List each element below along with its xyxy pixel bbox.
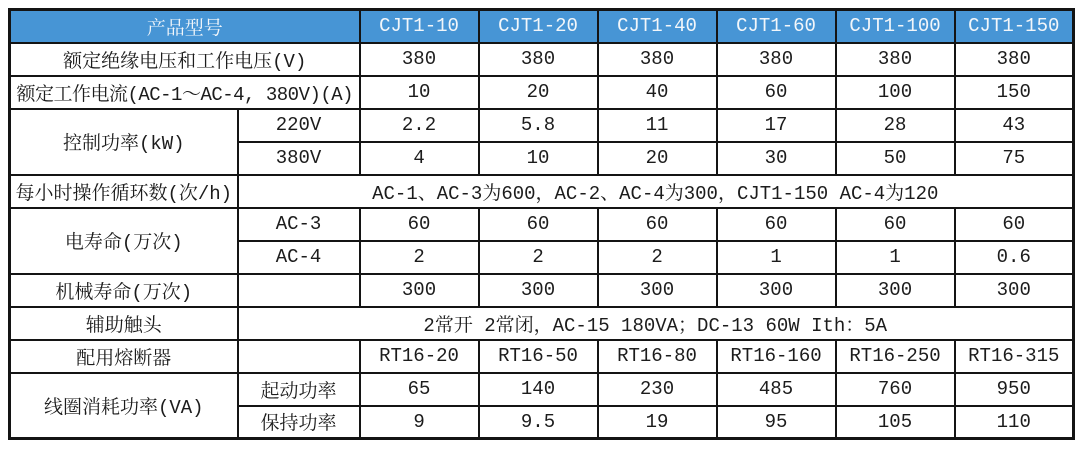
value-cell: 380 (717, 43, 836, 76)
value-cell: 2 (598, 241, 717, 274)
sub-label-cell: AC-3 (238, 208, 360, 241)
value-cell: 9 (360, 406, 479, 439)
value-cell: RT16-20 (360, 340, 479, 373)
spec-table (8, 8, 1075, 440)
sub-label-cell: 起动功率 (238, 373, 360, 406)
row-electrical-life-ac3 (10, 208, 1074, 241)
value-cell: 5.8 (479, 109, 598, 142)
model-header-cjt1-60: CJT1-60 (717, 10, 836, 43)
value-cell: 2.2 (360, 109, 479, 142)
row-auxiliary-contacts (10, 307, 1074, 340)
empty-cell (238, 340, 360, 373)
row-label-cell: 额定绝缘电压和工作电压(V) (10, 43, 360, 76)
value-cell: 380 (479, 43, 598, 76)
row-label-cell: 配用熔断器 (10, 340, 238, 373)
value-cell: 10 (360, 76, 479, 109)
value-cell: 760 (836, 373, 955, 406)
row-label-cell: 额定工作电流(AC-1～AC-4, 380V)(A) (10, 76, 360, 109)
model-header-cjt1-20: CJT1-20 (479, 10, 598, 43)
merged-value-cell: AC-1、AC-3为600，AC-2、AC-4为300，CJT1-150 AC-4为120 (238, 175, 1074, 208)
value-cell: 950 (955, 373, 1074, 406)
row-label-cell: 线圈消耗功率(VA) (10, 373, 238, 439)
sub-label-cell: 220V (238, 109, 360, 142)
row-matching-fuse (10, 340, 1074, 373)
header-row (10, 10, 1074, 43)
value-cell: 9.5 (479, 406, 598, 439)
sub-label-cell: AC-4 (238, 241, 360, 274)
value-cell: 380 (955, 43, 1074, 76)
model-header-cjt1-150: CJT1-150 (955, 10, 1074, 43)
model-header-cjt1-10: CJT1-10 (360, 10, 479, 43)
row-control-power-220v (10, 109, 1074, 142)
value-cell: 30 (717, 142, 836, 175)
row-rated-current (10, 76, 1074, 109)
value-cell: 11 (598, 109, 717, 142)
value-cell: 17 (717, 109, 836, 142)
value-cell: 380 (598, 43, 717, 76)
row-mechanical-life (10, 274, 1074, 307)
sub-label-cell: 保持功率 (238, 406, 360, 439)
row-label-cell: 辅助触头 (10, 307, 238, 340)
value-cell: 1 (836, 241, 955, 274)
value-cell: RT16-160 (717, 340, 836, 373)
value-cell: 28 (836, 109, 955, 142)
value-cell: 485 (717, 373, 836, 406)
row-operating-cycles (10, 175, 1074, 208)
model-header-cjt1-40: CJT1-40 (598, 10, 717, 43)
value-cell: 300 (598, 274, 717, 307)
value-cell: 1 (717, 241, 836, 274)
row-label-cell: 控制功率(kW) (10, 109, 238, 175)
value-cell: 40 (598, 76, 717, 109)
value-cell: 60 (717, 208, 836, 241)
value-cell: 2 (479, 241, 598, 274)
value-cell: 60 (598, 208, 717, 241)
row-rated-voltage (10, 43, 1074, 76)
value-cell: 110 (955, 406, 1074, 439)
value-cell: 43 (955, 109, 1074, 142)
value-cell: RT16-250 (836, 340, 955, 373)
product-model-header: 产品型号 (10, 10, 360, 43)
value-cell: 20 (479, 76, 598, 109)
value-cell: 230 (598, 373, 717, 406)
value-cell: 4 (360, 142, 479, 175)
value-cell: 19 (598, 406, 717, 439)
value-cell: 2 (360, 241, 479, 274)
value-cell: 380 (836, 43, 955, 76)
value-cell: 75 (955, 142, 1074, 175)
empty-cell (238, 274, 360, 307)
value-cell: 60 (717, 76, 836, 109)
value-cell: 20 (598, 142, 717, 175)
value-cell: 65 (360, 373, 479, 406)
value-cell: 300 (479, 274, 598, 307)
value-cell: 300 (717, 274, 836, 307)
value-cell: 300 (360, 274, 479, 307)
value-cell: 100 (836, 76, 955, 109)
row-label-cell: 机械寿命(万次) (10, 274, 238, 307)
value-cell: 10 (479, 142, 598, 175)
value-cell: 0.6 (955, 241, 1074, 274)
value-cell: RT16-315 (955, 340, 1074, 373)
sub-label-cell: 380V (238, 142, 360, 175)
merged-value-cell: 2常开 2常闭，AC-15 180VA；DC-13 60W Ith：5A (238, 307, 1074, 340)
value-cell: 95 (717, 406, 836, 439)
value-cell: RT16-80 (598, 340, 717, 373)
value-cell: 380 (360, 43, 479, 76)
value-cell: 300 (955, 274, 1074, 307)
row-label-cell: 电寿命(万次) (10, 208, 238, 274)
value-cell: 300 (836, 274, 955, 307)
value-cell: 105 (836, 406, 955, 439)
value-cell: 50 (836, 142, 955, 175)
row-coil-power-start (10, 373, 1074, 406)
value-cell: 60 (955, 208, 1074, 241)
value-cell: 60 (479, 208, 598, 241)
value-cell: 150 (955, 76, 1074, 109)
value-cell: RT16-50 (479, 340, 598, 373)
value-cell: 60 (836, 208, 955, 241)
model-header-cjt1-100: CJT1-100 (836, 10, 955, 43)
value-cell: 140 (479, 373, 598, 406)
value-cell: 60 (360, 208, 479, 241)
row-label-cell: 每小时操作循环数(次/h) (10, 175, 238, 208)
